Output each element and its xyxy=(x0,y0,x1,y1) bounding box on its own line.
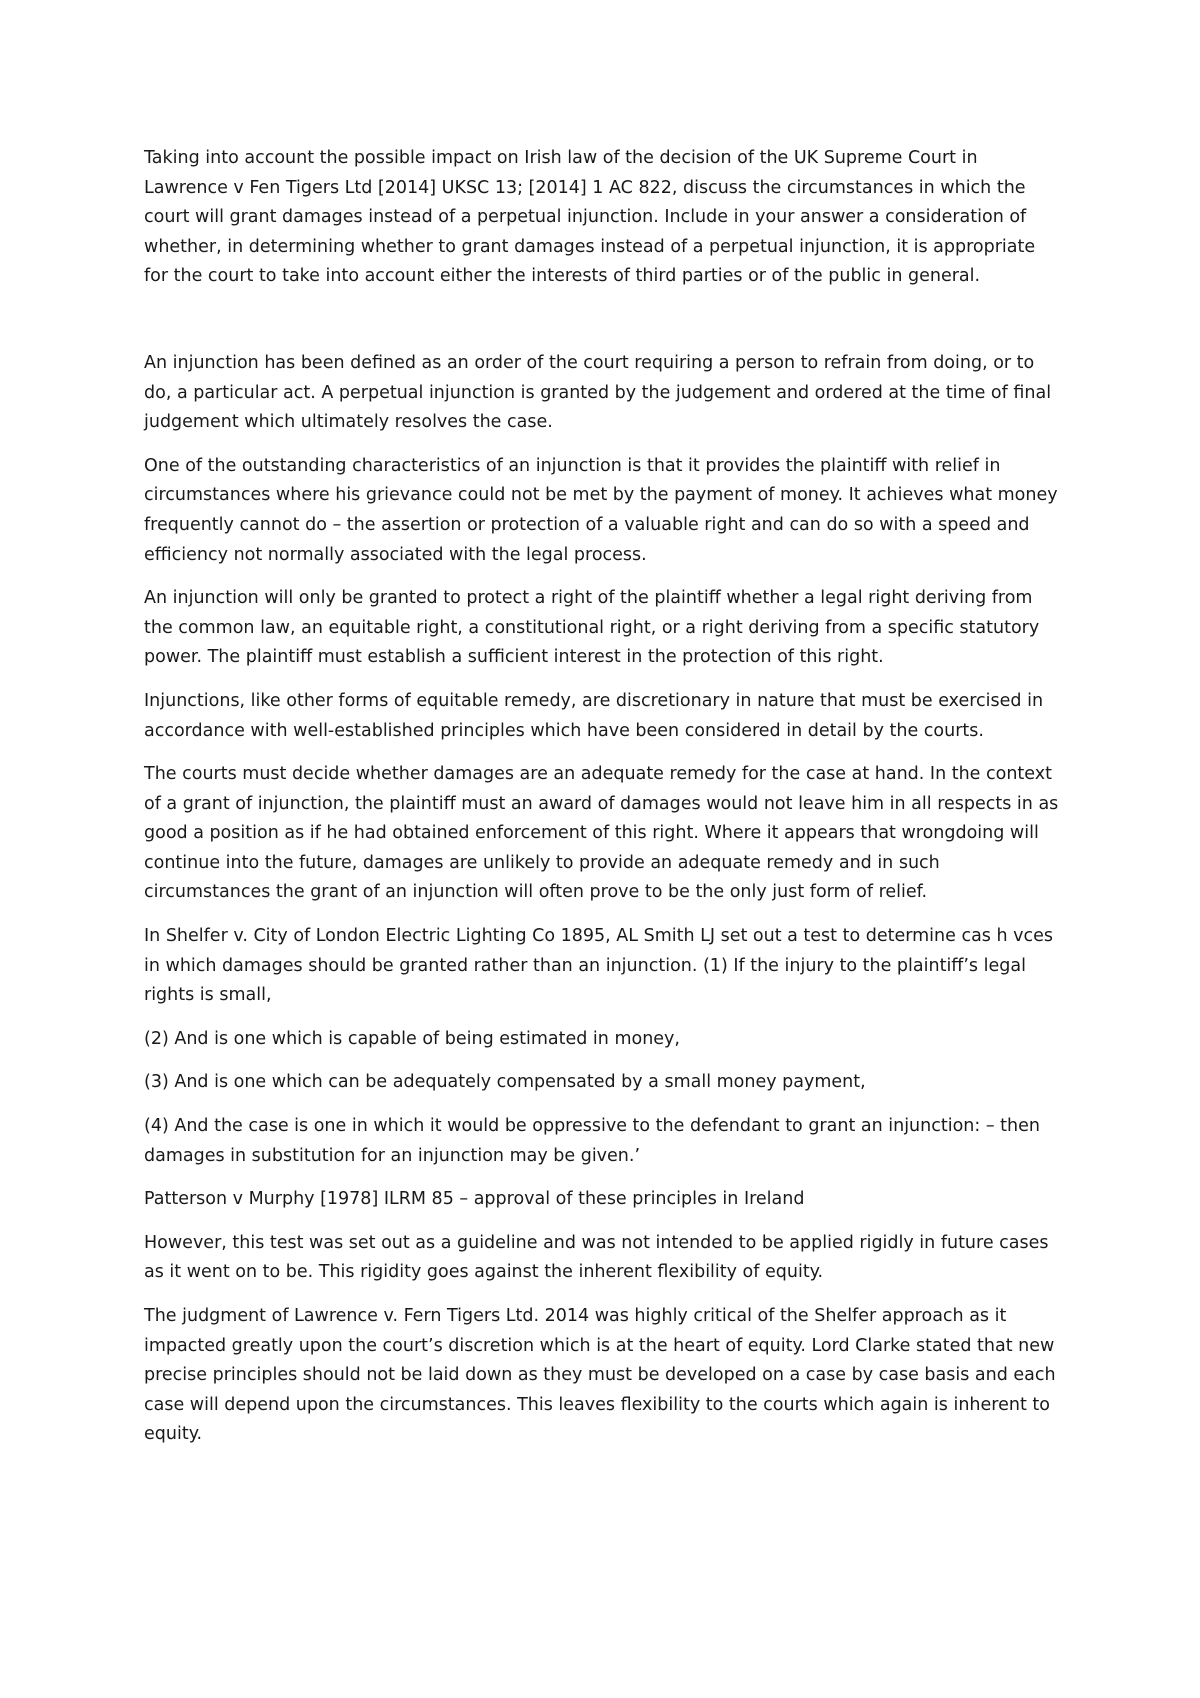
paragraph-discretionary-nature: Injunctions, like other forms of equitable remedy, are discretionary in nature that must be exercised in accordance with well-established principles which have been considered in detail by the courts. xyxy=(144,690,1044,741)
paragraph-injunction-definition: An injunction has been defined as an order of the court requiring a person to refrain from doing, or to do, a particular act. A perpetual injunction is granted by the judgement and ordered at the time of final judgement which ultimately resolves the case. xyxy=(144,352,1052,433)
paragraph-patterson-v-murphy: Patterson v Murphy [1978] ILRM 85 – approval of these principles in Ireland xyxy=(144,1189,805,1210)
paragraph-shelfer-limb-3: (3) And is one which can be adequately compensated by a small money payment, xyxy=(144,1072,866,1093)
paragraph-guideline-rigidity: However, this test was set out as a guideline and was not intended to be applied rigidly in future cases as it went on to be. This rigidity goes against the inherent flexibility of equity. xyxy=(144,1232,1049,1283)
paragraph-adequacy-of-damages: The courts must decide whether damages are an adequate remedy for the case at hand. In the context of a grant of injunction, the plaintiff must an award of damages would not leave him in all respects in as good a position as if he had obtained enforcement of this right. Where it appears that wrongdoing will continue into the future, damages are unlikely to provide an adequate remedy and in such circumstances the grant of an injunction will often prove to be the only just form of relief. xyxy=(144,764,1059,903)
paragraph-shelfer-limb-2: (2) And is one which is capable of being estimated in money, xyxy=(144,1028,680,1049)
paragraph-lawrence-judgment: The judgment of Lawrence v. Fern Tigers Ltd. 2014 was highly critical of the Shelfer approach as it impacted greatly upon the court’s discretion which is at the heart of equity. Lord Clarke stated that new precise principles should not be laid down as they must be developed on a case by case basis and each case will depend upon the circumstances. This leaves flexibility to the courts which again is inherent to equity. xyxy=(144,1306,1056,1445)
paragraph-shelfer-limb-4: (4) And the case is one in which it would be oppressive to the defendant to grant an injunction: – then damages in substitution for an injunction may be given.’ xyxy=(144,1116,1040,1166)
paragraph-shelfer-test: In Shelfer v. City of London Electric Lighting Co 1895, AL Smith LJ set out a test to determine cas h vces in which damages should be granted rather than an injunction. (1) If the injury to the plaintiff’s legal rights is small, xyxy=(144,926,1053,1006)
paragraph-rights-protected: An injunction will only be granted to protect a right of the plaintiff whether a legal right deriving from the common law, an equitable right, a constitutional right, or a right deriving from a specific statutory power. The plaintiff must establish a sufficient interest in the protection of this right. xyxy=(144,588,1040,668)
paragraph-injunction-characteristics: One of the outstanding characteristics of an injunction is that it provides the plaintiff with relief in circumstances where his grievance could not be met by the payment of money. It achieves what money frequently cannot do – the assertion or protection of a valuable right and can do so with a speed and efficiency not normally associated with the legal process. xyxy=(144,455,1058,565)
essay-question: Taking into account the possible impact on Irish law of the decision of the UK Supreme Court in Lawrence v Fen Tigers Ltd [2014] UKSC 13; [2014] 1 AC 822, discuss the circumstances in which the court will grant damages instead of a perpetual injunction. Include in your answer a consideration of whether, in determining whether to grant damages instead of a perpetual injunction, it is appropriate for the court to take into account either the interests of third parties or of the public in general. xyxy=(144,148,1036,287)
